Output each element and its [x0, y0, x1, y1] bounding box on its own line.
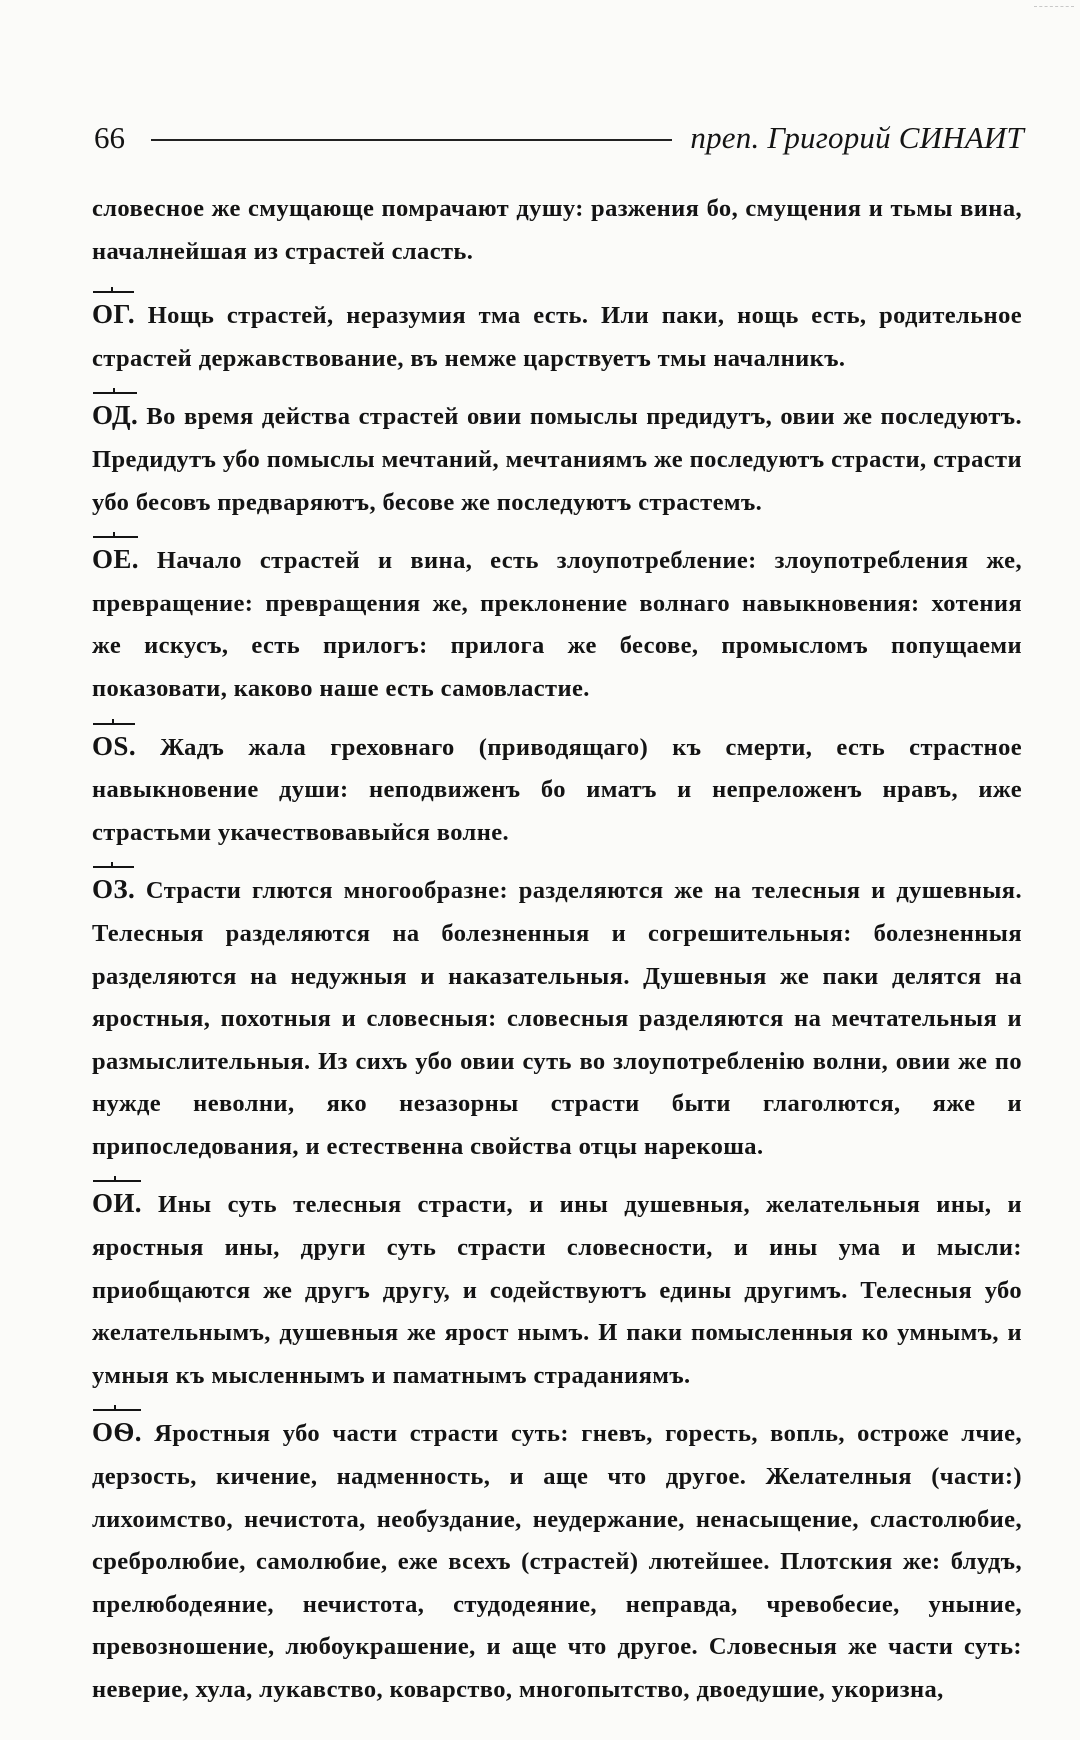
- paragraph-number: ОѲ.: [92, 1411, 142, 1454]
- paragraph-number: ОЗ.: [92, 868, 135, 911]
- paragraph: [92, 868, 1022, 1168]
- scan-mark: [1034, 6, 1074, 19]
- paragraph-text: Яростныя убо части страсти суть: гневъ, горесть, вопль, остроже лчие, дерзость, кичение, надменность, и аще что другое. Желателныя (части:) лихоимство, нечистота, необузданиe, неудержание, ненасыщение, сластолюбие, сребролюбие, самолюбие, еже всехъ (страстей) лютейшее. Плотския же: блудъ, прелюбодеяние, нечистота, студодеяние, неправда, чревобесие, уныние, превозношение, любоукрашение, и аще что другое. Словесныя же части суть: неверие, хула, лукавство, коварство, многопытство, двоедушие, укоризна,: [92, 1420, 1022, 1703]
- running-title: преп. Григорий СИНАИТ: [690, 119, 1024, 155]
- header-rule: [151, 139, 672, 141]
- paragraph: [92, 538, 1022, 710]
- paragraph-text: Начало страстей и вина, есть злоупотребление: злоупотребления же, превращение: превращения же, преклонение волнаго навыкновения: хотения же искусъ, есть прилогъ: прилога же бесове, промысломъ попущаеми показовати, каково наше есть самовластие.: [92, 547, 1022, 702]
- page-number: 66: [94, 119, 125, 155]
- paragraph: [92, 394, 1022, 524]
- paragraph-text: Страсти глются многообразне: разделяются же на телесныя и душевныя. Телесныя разделяются на болезненныя и согрешительныя: болезненныя разделяются на недужныя и наказательныя. Душевныя же паки делятся на яростныя, похотныя и словесныя: словесныя разделяются на мечтательныя и размыслительныя. Из сихъ убо овии суть во злоупотребленiю волни, овии же по нужде неволни, яко незазорны страсти быти глаголются, яже и припоследования, и естественна свойства отцы нарекоша.: [92, 877, 1022, 1160]
- paragraph-number: ОS.: [92, 725, 136, 768]
- paragraph-number: ОГ.: [92, 293, 135, 336]
- paragraph-text: Нощь страстей, неразумия тма есть. Или паки, нощь есть, родительное страстей державствование, въ немже царствуетъ тмы началникъ.: [92, 302, 1022, 372]
- paragraph-text: Жадъ жала греховнаго (приводящаго) къ смерти, есть страстное навыкновение души: неподвиженъ бо иматъ и непреложенъ нравъ, иже страстьми укачествовавыйся волне.: [92, 733, 1022, 846]
- body-text: [92, 188, 1022, 1726]
- paragraph: [92, 293, 1022, 380]
- paragraph-number: ОИ.: [92, 1182, 142, 1225]
- paragraph: [92, 725, 1022, 855]
- paragraph: [92, 188, 1022, 273]
- page-header: [94, 114, 1024, 160]
- paragraph-text: Во время действа страстей овии помыслы предидутъ, овии же последуютъ. Предидутъ убо помыслы мечтаний, мечтаниямъ же последуютъ страсти, страсти убо бесовъ предваряютъ, бесове же последуютъ страстемъ.: [92, 403, 1022, 516]
- paragraph-number: ОЕ.: [92, 538, 139, 581]
- paragraph: [92, 1411, 1022, 1711]
- paragraph: [92, 1182, 1022, 1397]
- paragraph-number: ОД.: [92, 394, 138, 437]
- paragraph-text: Ины суть телесныя страсти, и ины душевныя, желательныя ины, и яростныя ины, други суть страсти словесности, и ины ума и мысли: приобщаются же другъ другу, и содействуютъ едины другимъ. Телесныя убо желательнымъ, душевныя же ярост нымъ. И паки помысленныя ко умнымъ, и умныя къ мысленнымъ и паматнымъ страданиямъ.: [92, 1191, 1022, 1389]
- paragraph-text: словесное же смущающе помрачают душу: разжения бо, смущения и тьмы вина, началнейшая из страстей сласть.: [92, 195, 1022, 265]
